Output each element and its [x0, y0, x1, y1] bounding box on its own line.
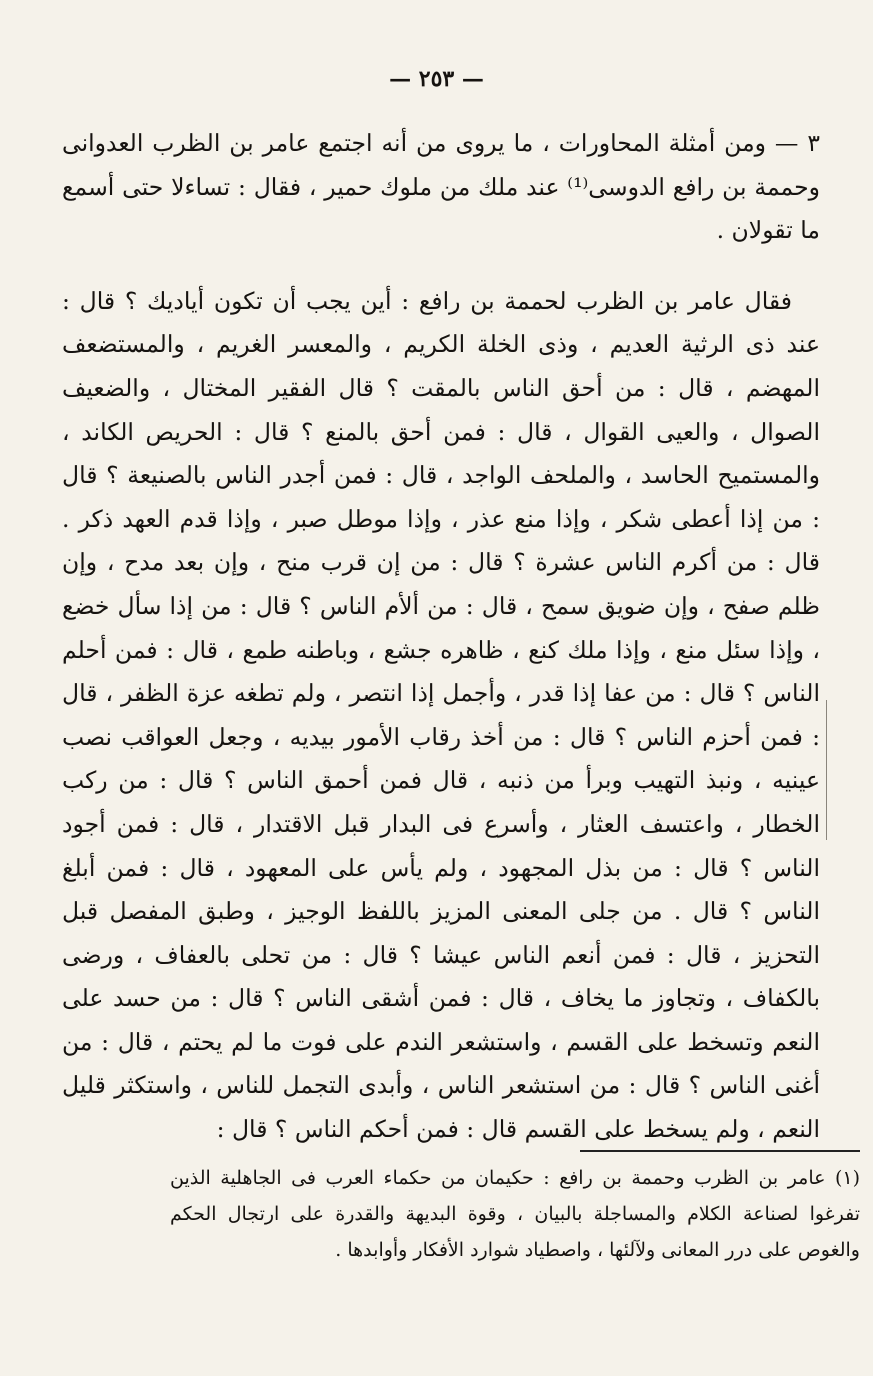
paragraph-intro: ٣ — ومن أمثلة المحاورات ، ما يروى من أنه اجتمع عامر بن الظرب العدوانى وحممة بن رافع الدوسى⁽¹⁾ عند ملك من ملوك حمير ، فقال : تساءلا حتى أسمع ما تقولان . — [62, 129, 820, 245]
paragraph-dialogue: فقال عامر بن الظرب لحممة بن رافع : أين يجب أن تكون أياديك ؟ قال : عند ذى الرثية العديم ، وذى الخلة الكريم ، والمعسر الغريم ، والمستضعف المهضم ، قال : من أحق الناس بالمقت ؟ قال الفقير المختال ، والضعيف الصوال ، والعيى القوال ، قال : فمن أحق بالمنع ؟ قال : الحريص الكاند ، والمستميح الحاسد ، والملحف الواجد ، قال : فمن أجدر الناس بالصنيعة ؟ قال : من إذا أعطى شكر ، وإذا منع عذر ، وإذا موطل صبر ، وإذا قدم العهد ذكر . قال : من أكرم الناس عشرة ؟ قال : من إن قرب منح ، وإن بعد مدح ، وإن ظلم صفح ، وإن ضويق سمح ، قال : من ألأم الناس ؟ قال : من إذا سأل خضع ، وإذا سئل منع ، وإذا ملك كنع ، ظاهره جشع ، وباطنه طمع ، قال : فمن أحلم الناس ؟ قال : من عفا إذا قدر ، وأجمل إذا انتصر ، ولم تطغه عزة الظفر ، قال : فمن أحزم الناس ؟ قال : من أخذ رقاب الأمور بيديه ، وجعل العواقب نصب عينيه ، ونبذ التهيب وبرأ من ذنبه ، قال فمن أحمق الناس ؟ قال : من ركب الخطار ، واعتسف العثار ، وأسرع فى البدار قبل الاقتدار ، قال : فمن أجود الناس ؟ قال : من بذل المجهود ، ولم يأس على المعهود ، قال : فمن أبلغ الناس ؟ قال . من جلى المعنى المزيز باللفظ الوجيز ، وطبق المفصل قبل التحزيز ، قال : فمن أنعم الناس عيشا ؟ قال : من تحلى بالعفاف ، ورضى بالكفاف ، وتجاوز ما يخاف ، قال : فمن أشقى الناس ؟ قال : من حسد على النعم وتسخط على القسم ، واستشعر الندم على فوت ما لم يحتم ، قال : من أغنى الناس ؟ قال : من استشعر الناس ، وأبدى التجمل للناس ، واستكثر قليل النعم ، ولم يسخط على القسم قال : فمن أحكم الناس ؟ قال : — [62, 286, 820, 1144]
main-text — [62, 122, 820, 1152]
footnote-divider — [580, 1150, 860, 1152]
page-number: — ٢٥٣ — — [389, 66, 484, 92]
margin-mark — [826, 700, 827, 840]
footnote: (١) عامر بن الظرب وحممة بن رافع : حكيمان من حكماء العرب فى الجاهلية الذين تفرغوا لصناعة الكلام والمساجلة بالبيان ، وقوة البديهة والقدرة على ارتجال الحكم والغوص على درر المعانى ولآلئها ، واصطياد شوارد الأفكار وأوابدها . — [170, 1167, 860, 1261]
